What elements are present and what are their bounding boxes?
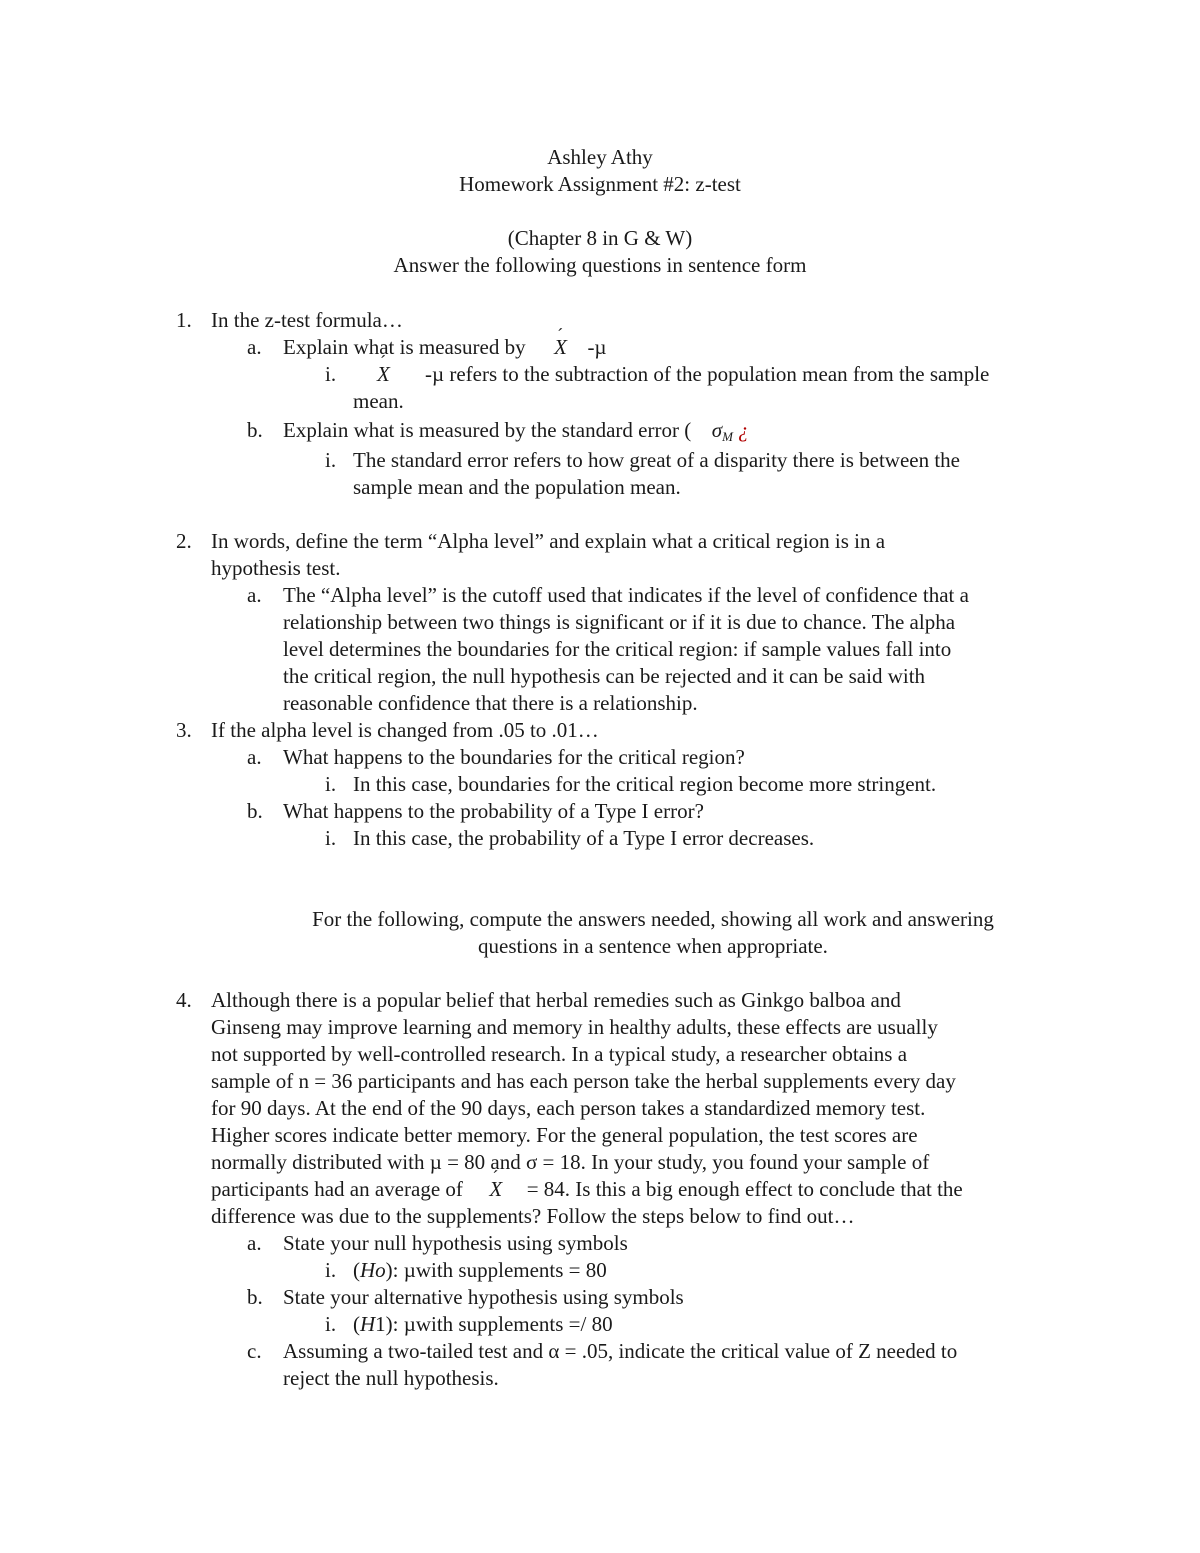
q2-line2: hypothesis test.: [211, 556, 341, 580]
author-name: Ashley Athy: [547, 145, 653, 169]
q1bi-line2: sample mean and the population mean.: [353, 475, 681, 499]
q4-line: normally distributed with µ = 80 and σ = 18. In your study, you found your sample of: [211, 1150, 930, 1174]
q4ai-number: i.: [325, 1258, 337, 1282]
x-bar-symbol: ´ X: [489, 1176, 502, 1203]
q3a-number: a.: [247, 745, 262, 769]
q1bi-line1: The standard error refers to how great of a disparity there is between the: [353, 448, 961, 472]
q4-line: not supported by well-controlled research. In a typical study, a researcher obtains a: [211, 1042, 908, 1066]
x-bar-symbol: ´ X: [554, 334, 567, 361]
q3b-text: What happens to the probability of a Type I error?: [283, 799, 704, 823]
q3b-number: b.: [247, 799, 263, 823]
q3-number: 3.: [176, 718, 192, 742]
q1ai-x-bar-symbol: ´ X: [377, 361, 390, 388]
q2a-line: the critical region, the null hypothesis can be rejected and it can be said with: [283, 664, 926, 688]
q1bi-number: i.: [325, 448, 337, 472]
chapter-reference: (Chapter 8 in G & W): [507, 226, 693, 250]
q1ai-line2: mean.: [353, 389, 404, 413]
instructions: Answer the following questions in sentence form: [393, 253, 807, 277]
q4bi-number: i.: [325, 1312, 337, 1336]
q1b-text: Explain what is measured by the standard error ( $\sigma_M$ ¿: [283, 418, 749, 444]
q1a-text: Explain what is measured by ´ X -µ: [283, 334, 607, 361]
sigma-symbol: σ: [711, 418, 723, 442]
q3a-text: What happens to the boundaries for the critical region?: [283, 745, 745, 769]
q4b-number: b.: [247, 1285, 263, 1309]
compute-instructions-line1: For the following, compute the answers needed, showing all work and answering: [312, 907, 994, 931]
q2a-line: The “Alpha level” is the cutoff used that indicates if the level of confidence that a: [283, 583, 969, 607]
q2a-number: a.: [247, 583, 262, 607]
compute-instructions-line2: questions in a sentence when appropriate.: [478, 934, 828, 958]
q2a-line: level determines the boundaries for the critical region: if sample values fall into: [283, 637, 952, 661]
q2-line1: In words, define the term “Alpha level” and explain what a critical region is in a: [211, 529, 886, 553]
q4-line: for 90 days. At the end of the 90 days, each person takes a standardized memory test.: [211, 1096, 926, 1120]
q2a-line: reasonable confidence that there is a relationship.: [283, 691, 698, 715]
q3bi-text: In this case, the probability of a Type I error decreases.: [353, 826, 815, 850]
q4b-text: State your alternative hypothesis using symbols: [283, 1285, 684, 1309]
q4bi-text: (H1): µwith supplements =/ 80: [353, 1312, 613, 1336]
q1a-number: a.: [247, 335, 262, 359]
q4a-text: State your null hypothesis using symbols: [283, 1231, 628, 1255]
q4-line: Higher scores indicate better memory. For the general population, the test scores are: [211, 1123, 918, 1147]
q4-line: Although there is a popular belief that herbal remedies such as Ginkgo balboa and: [211, 988, 901, 1012]
q2a-line: relationship between two things is significant or if it is due to chance. The alpha: [283, 610, 956, 634]
q1-number: 1.: [176, 308, 192, 332]
error-glyph: ¿: [738, 418, 749, 442]
q4a-number: a.: [247, 1231, 262, 1255]
q1b-number: b.: [247, 418, 263, 442]
q4-line: Ginseng may improve learning and memory in healthy adults, these effects are usually: [211, 1015, 938, 1039]
q4-line: sample of n = 36 participants and has each person take the herbal supplements every day: [211, 1069, 956, 1093]
q2-number: 2.: [176, 529, 192, 553]
q4c-line1: Assuming a two-tailed test and α = .05, indicate the critical value of Z needed to: [283, 1339, 958, 1363]
assignment-title: Homework Assignment #2: z-test: [459, 172, 741, 196]
q3bi-number: i.: [325, 826, 337, 850]
q4-line9: difference was due to the supplements? Follow the steps below to find out…: [211, 1204, 855, 1228]
q4ai-text: (Ho): µwith supplements = 80: [353, 1258, 607, 1282]
q3ai-number: i.: [325, 772, 337, 796]
q3-text: If the alpha level is changed from .05 to .01…: [211, 718, 599, 742]
q1ai-number: i.: [325, 362, 337, 386]
q4c-line2: reject the null hypothesis.: [283, 1366, 499, 1390]
q4-line8: participants had an average of ´ X = 84. Is this a big enough effect to conclude that the: [211, 1176, 963, 1203]
q1ai-line1: -µ refers to the subtraction of the population mean from the sample: [425, 362, 990, 386]
q4c-number: c.: [247, 1339, 262, 1363]
q1-text: In the z-test formula…: [211, 308, 403, 332]
q4-number: 4.: [176, 988, 192, 1012]
q3ai-text: In this case, boundaries for the critical region become more stringent.: [353, 772, 937, 796]
